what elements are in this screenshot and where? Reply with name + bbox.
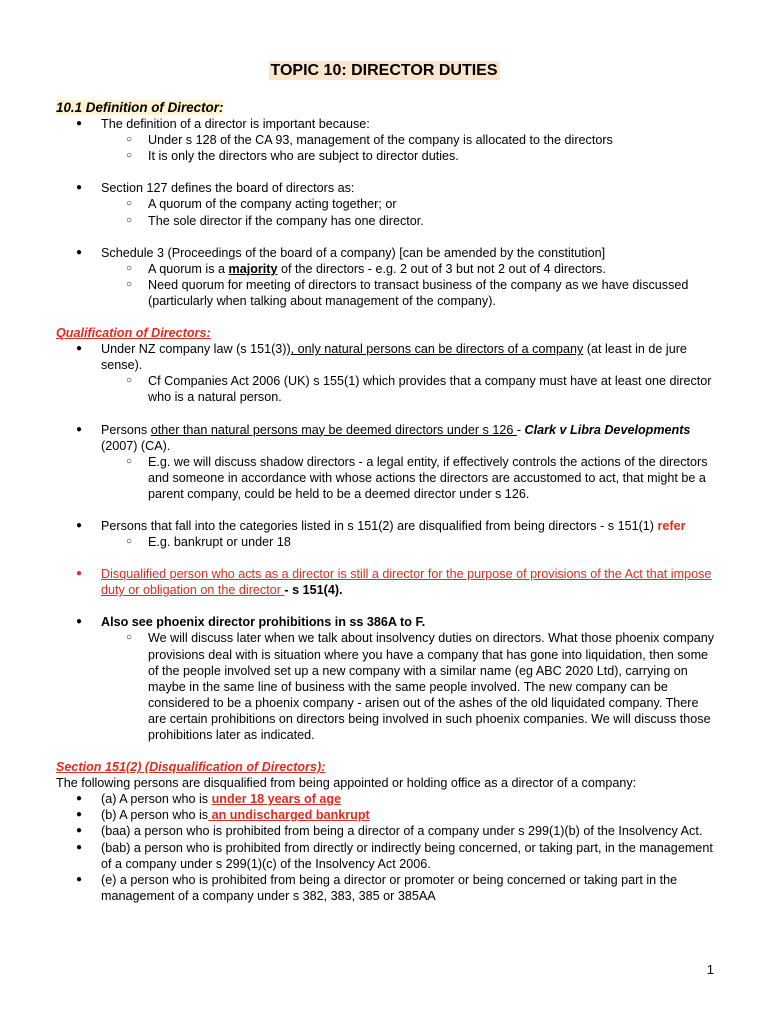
- bullet-icon: ●: [76, 182, 83, 194]
- section-heading-qualification: Qualification of Directors:: [56, 326, 211, 341]
- page-number: 1: [706, 962, 714, 977]
- definition-list: [56, 116, 716, 325]
- list-item: ● The definition of a director is important because:: [76, 117, 370, 132]
- bullet-icon: ●: [76, 873, 83, 885]
- circle-bullet-icon: ○: [126, 198, 133, 210]
- bullet-icon: ●: [76, 246, 83, 258]
- list-item: ● Also see phoenix director prohibitions in ss 386A to F.: [76, 615, 426, 630]
- circle-bullet-icon: ○: [126, 536, 133, 548]
- bullet-icon: ●: [76, 825, 83, 837]
- list-item: ● (baa) a person who is prohibited from being a director of a company under s 299(1)(b) of the Insolvency Act.: [76, 824, 703, 839]
- circle-bullet-icon: ○: [126, 278, 133, 290]
- list-item: ● (bab) a person who is prohibited from directly or indirectly being concerned, or taking part, in the management of a company under s 299(1)(c) of the Insolvency Act 2006.: [76, 840, 713, 871]
- list-item: ● Persons that fall into the categories listed in s 151(2) are disqualified from being directors - s 151(1) refer: [76, 518, 686, 533]
- bullet-icon: ●: [76, 118, 83, 130]
- title-text: TOPIC 10: DIRECTOR DUTIES: [270, 62, 498, 79]
- list-item: ● (e) a person who is prohibited from being a director or promoter or being concerned or taking part in the management of a company under s 382, 383, 385 or 385AA: [76, 872, 678, 903]
- circle-bullet-icon: ○: [126, 262, 133, 274]
- bullet-icon: ●: [76, 793, 83, 805]
- sub-list-item: ○ Cf Companies Act 2006 (UK) s 155(1) which provides that a company must have at least one director who is a natural person.: [126, 374, 712, 405]
- list-item: ● (b) A person who is an undischarged bankrupt: [76, 808, 370, 823]
- bullet-icon: ●: [76, 519, 83, 531]
- list-item: ● (a) A person who is under 18 years of age: [76, 792, 342, 807]
- sub-list-item: ○ E.g. we will discuss shadow directors - a legal entity, if effectively controls the actions of the directors and someone in accordance with whose actions the directors are accustomed to act, that might be a parent company, could be held to be a deemed director under s 126.: [126, 454, 708, 501]
- sub-list-item: ○ Need quorum for meeting of directors to transact business of the company as we have discussed (particularly when talking about management of the company).: [126, 277, 689, 308]
- disqualification-intro: The following persons are disqualified from being appointed or holding office as a director of a company:: [56, 776, 637, 791]
- list-item: ● Persons other than natural persons may be deemed directors under s 126 - Clark v Libra Developments (2007) (CA).: [76, 422, 691, 453]
- circle-bullet-icon: ○: [126, 375, 133, 387]
- page-title: [0, 62, 768, 80]
- sub-list-item: ○ The sole director if the company has one director.: [126, 213, 424, 228]
- bullet-icon: ●: [76, 616, 83, 628]
- list-item: ● Disqualified person who acts as a director is still a director for the purpose of provisions of the Act that impose duty or obligation on the director - s 151(4).: [76, 567, 712, 598]
- bullet-icon: ●: [76, 568, 83, 580]
- sub-list-item: ○ We will discuss later when we talk about insolvency duties on directors. What those phoenix company provisions deal with is situation where you have a company that has gone into liquidation, then some of the people involved set up a new company with a similar name (eg ABC 2020 Ltd), carrying on maybe in the same line of business with the same people involved. The new company can be considered to be a phoenix company - arisen out of the ashes of the old liquidated company. There are certain prohibitions on directors being involved in such phoenix companies. We will discuss those prohibitions later as indicated.: [126, 631, 715, 742]
- qualification-list: [56, 341, 716, 759]
- sub-list-item: ○ E.g. bankrupt or under 18: [126, 535, 291, 550]
- bullet-icon: ●: [76, 809, 83, 821]
- circle-bullet-icon: ○: [126, 150, 133, 162]
- sub-list-item: ○ A quorum of the company acting together; or: [126, 197, 397, 212]
- list-item: ● Section 127 defines the board of directors as:: [76, 181, 355, 196]
- document-body: [56, 100, 716, 904]
- sub-list-item: ○ A quorum is a majority of the directors - e.g. 2 out of 3 but not 2 out of 4 directors.: [126, 261, 606, 276]
- sub-list-item: ○ It is only the directors who are subject to director duties.: [126, 149, 459, 164]
- bullet-icon: ●: [76, 343, 83, 355]
- circle-bullet-icon: ○: [126, 455, 133, 467]
- circle-bullet-icon: ○: [126, 214, 133, 226]
- circle-bullet-icon: ○: [126, 134, 133, 146]
- circle-bullet-icon: ○: [126, 632, 133, 644]
- list-item: ● Under NZ company law (s 151(3)), only natural persons can be directors of a company (at least in de jure sense).: [76, 342, 687, 373]
- sub-list-item: ○ Under s 128 of the CA 93, management of the company is allocated to the directors: [126, 133, 613, 148]
- bullet-icon: ●: [76, 423, 83, 435]
- section-heading-disqualification: Section 151(2) (Disqualification of Directors):: [56, 760, 326, 775]
- bullet-icon: ●: [76, 841, 83, 853]
- list-item: ● Schedule 3 (Proceedings of the board of a company) [can be amended by the constitution]: [76, 245, 606, 260]
- section-heading-definition: 10.1 Definition of Director:: [56, 100, 224, 115]
- disqualification-list: [56, 791, 716, 904]
